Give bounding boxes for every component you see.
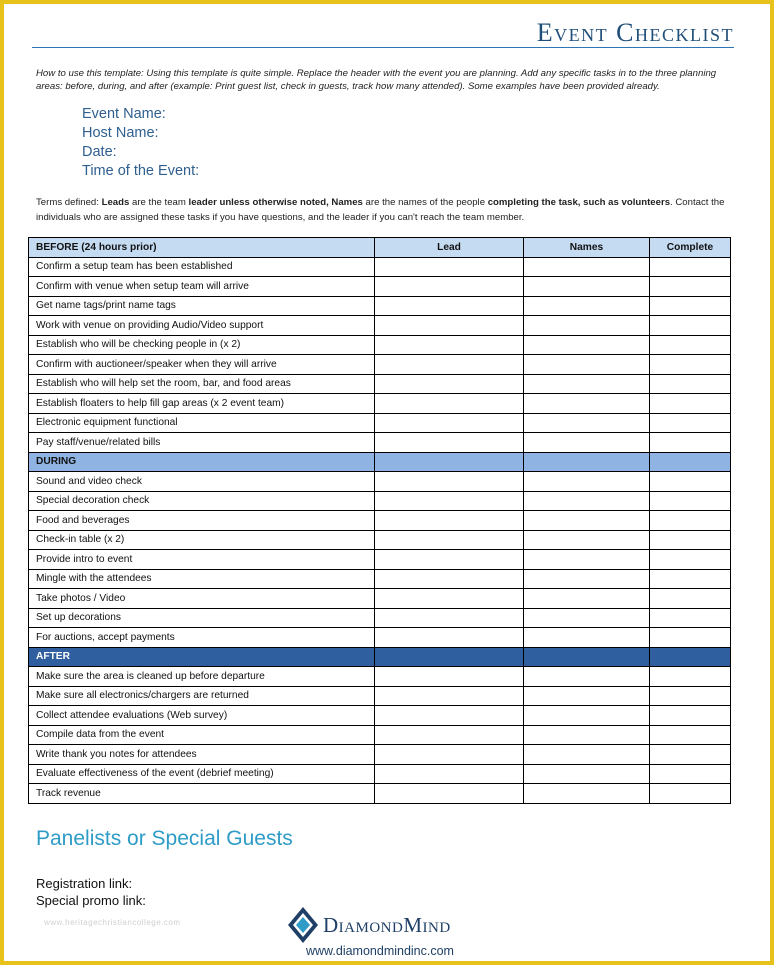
names-cell[interactable] [524,335,650,355]
complete-cell[interactable] [650,569,731,589]
complete-cell[interactable] [650,628,731,648]
lead-cell[interactable] [375,725,524,745]
names-cell[interactable] [524,628,650,648]
task-cell: Get name tags/print name tags [29,296,375,316]
lead-cell[interactable] [375,706,524,726]
lead-cell[interactable] [375,316,524,336]
checklist-table [28,237,731,804]
event-name-field[interactable]: Event Name: [82,106,166,122]
lead-cell[interactable] [375,745,524,765]
complete-cell[interactable] [650,608,731,628]
during-task-row [29,628,731,648]
event-fields [82,105,199,181]
complete-cell[interactable] [650,589,731,609]
section-blank-cell [524,647,650,667]
task-cell: Evaluate effectiveness of the event (debrief meeting) [29,764,375,784]
task-cell: Take photos / Video [29,589,375,609]
names-cell[interactable] [524,784,650,804]
section-blank-cell [650,452,731,472]
section-blank-cell [650,647,731,667]
before-task-row [29,413,731,433]
names-cell[interactable] [524,608,650,628]
before-task-row [29,335,731,355]
lead-cell[interactable] [375,589,524,609]
after-task-row [29,686,731,706]
task-cell: For auctions, accept payments [29,628,375,648]
before-task-row [29,394,731,414]
lead-cell[interactable] [375,784,524,804]
names-cell[interactable] [524,706,650,726]
column-header-names: Names [524,238,650,258]
diamondmind-logo [287,906,451,944]
howto-text: How to use this template: Using this template is quite simple. Replace the header with the event you are planning. Add any specific tasks in to the three planning areas: before, during, and after (example: Print guest list, check in guests, track how many attended). Some examples have been provided already. [36,68,717,92]
after-task-row [29,667,731,687]
complete-cell[interactable] [650,296,731,316]
header-row-during [29,452,731,472]
complete-cell[interactable] [650,335,731,355]
task-cell: Make sure the area is cleaned up before departure [29,667,375,687]
lead-cell[interactable] [375,433,524,453]
links-block [36,875,146,909]
complete-cell[interactable] [650,706,731,726]
lead-cell[interactable] [375,511,524,531]
lead-cell[interactable] [375,608,524,628]
before-task-row [29,355,731,375]
during-task-row [29,569,731,589]
task-cell: Make sure all electronics/chargers are returned [29,686,375,706]
names-cell[interactable] [524,667,650,687]
names-cell[interactable] [524,725,650,745]
lead-cell[interactable] [375,569,524,589]
task-cell: Write thank you notes for attendees [29,745,375,765]
lead-cell[interactable] [375,530,524,550]
complete-cell[interactable] [650,667,731,687]
complete-cell[interactable] [650,374,731,394]
lead-cell[interactable] [375,257,524,277]
names-cell[interactable] [524,394,650,414]
lead-cell[interactable] [375,491,524,511]
complete-cell[interactable] [650,355,731,375]
terms-defined: Terms defined: Leads are the team leader unless otherwise noted, Names are the names of the people completing the task, such as volunteers. Contact the individuals who are assigned these tasks if you have questions, and the leader if you can't reach the team member. [36,197,725,223]
after-task-row [29,784,731,804]
complete-cell[interactable] [650,316,731,336]
panelists-heading: Panelists or Special Guests [36,827,293,850]
before-task-row [29,374,731,394]
lead-cell[interactable] [375,550,524,570]
registration-link-label: Registration link: [36,876,133,891]
complete-cell[interactable] [650,277,731,297]
task-cell: Provide intro to event [29,550,375,570]
lead-cell[interactable] [375,686,524,706]
complete-cell[interactable] [650,394,731,414]
event-time-field[interactable]: Time of the Event: [82,163,200,179]
task-cell: Confirm a setup team has been established [29,257,375,277]
during-task-row [29,550,731,570]
during-task-row [29,608,731,628]
page-title: Event Checklist [536,18,734,47]
complete-cell[interactable] [650,764,731,784]
lead-cell[interactable] [375,394,524,414]
section-label: AFTER [29,647,375,667]
task-cell: Set up decorations [29,608,375,628]
names-cell[interactable] [524,550,650,570]
before-task-row [29,433,731,453]
names-cell[interactable] [524,316,650,336]
names-cell[interactable] [524,569,650,589]
lead-cell[interactable] [375,667,524,687]
lead-cell[interactable] [375,355,524,375]
names-cell[interactable] [524,686,650,706]
lead-cell[interactable] [375,413,524,433]
section-label: DURING [29,452,375,472]
after-task-row [29,745,731,765]
complete-cell[interactable] [650,511,731,531]
task-cell: Compile data from the event [29,725,375,745]
task-cell: Collect attendee evaluations (Web survey) [29,706,375,726]
website-url[interactable]: www.diamondmindinc.com [306,944,454,958]
lead-cell[interactable] [375,277,524,297]
section-blank-cell [375,647,524,667]
title-rule [32,47,734,48]
complete-cell[interactable] [650,491,731,511]
names-cell[interactable] [524,433,650,453]
task-cell: Establish floaters to help fill gap areas (x 2 event team) [29,394,375,414]
column-header-complete: Complete [650,238,731,258]
lead-cell[interactable] [375,764,524,784]
during-task-row [29,530,731,550]
complete-cell[interactable] [650,725,731,745]
task-cell: Confirm with auctioneer/speaker when they will arrive [29,355,375,375]
before-task-row [29,257,731,277]
header-row-before [29,238,731,258]
task-cell: Establish who will be checking people in (x 2) [29,335,375,355]
names-cell[interactable] [524,491,650,511]
column-header-task: BEFORE (24 hours prior) [29,238,375,258]
watermark-text: www.heritagechristiancollege.com [44,918,181,927]
complete-cell[interactable] [650,686,731,706]
task-cell: Electronic equipment functional [29,413,375,433]
lead-cell[interactable] [375,628,524,648]
names-cell[interactable] [524,589,650,609]
task-cell: Mingle with the attendees [29,569,375,589]
task-cell: Track revenue [29,784,375,804]
task-cell: Check-in table (x 2) [29,530,375,550]
complete-cell[interactable] [650,257,731,277]
task-cell: Special decoration check [29,491,375,511]
before-task-row [29,277,731,297]
complete-cell[interactable] [650,784,731,804]
complete-cell[interactable] [650,413,731,433]
during-task-row [29,511,731,531]
names-cell[interactable] [524,472,650,492]
names-cell[interactable] [524,511,650,531]
complete-cell[interactable] [650,530,731,550]
task-cell: Sound and video check [29,472,375,492]
during-task-row [29,491,731,511]
lead-cell[interactable] [375,472,524,492]
names-cell[interactable] [524,277,650,297]
host-name-field[interactable]: Host Name: [82,125,159,141]
names-cell[interactable] [524,530,650,550]
names-cell[interactable] [524,257,650,277]
during-task-row [29,472,731,492]
task-cell: Food and beverages [29,511,375,531]
after-task-row [29,725,731,745]
complete-cell[interactable] [650,433,731,453]
task-cell: Pay staff/venue/related bills [29,433,375,453]
lead-cell[interactable] [375,335,524,355]
after-task-row [29,706,731,726]
complete-cell[interactable] [650,745,731,765]
logo-text: DiamondMind [323,912,451,937]
during-task-row [29,589,731,609]
before-task-row [29,296,731,316]
after-task-row [29,764,731,784]
date-field[interactable]: Date: [82,144,117,160]
lead-cell[interactable] [375,296,524,316]
complete-cell[interactable] [650,472,731,492]
names-cell[interactable] [524,745,650,765]
section-blank-cell [375,452,524,472]
lead-cell[interactable] [375,374,524,394]
names-cell[interactable] [524,296,650,316]
names-cell[interactable] [524,764,650,784]
names-cell[interactable] [524,355,650,375]
complete-cell[interactable] [650,550,731,570]
before-task-row [29,316,731,336]
task-cell: Work with venue on providing Audio/Video support [29,316,375,336]
task-cell: Confirm with venue when setup team will arrive [29,277,375,297]
header-row-after [29,647,731,667]
names-cell[interactable] [524,413,650,433]
names-cell[interactable] [524,374,650,394]
task-cell: Establish who will help set the room, bar, and food areas [29,374,375,394]
promo-link-label: Special promo link: [36,893,146,908]
column-header-lead: Lead [375,238,524,258]
diamond-logo-icon [287,906,319,944]
section-blank-cell [524,452,650,472]
